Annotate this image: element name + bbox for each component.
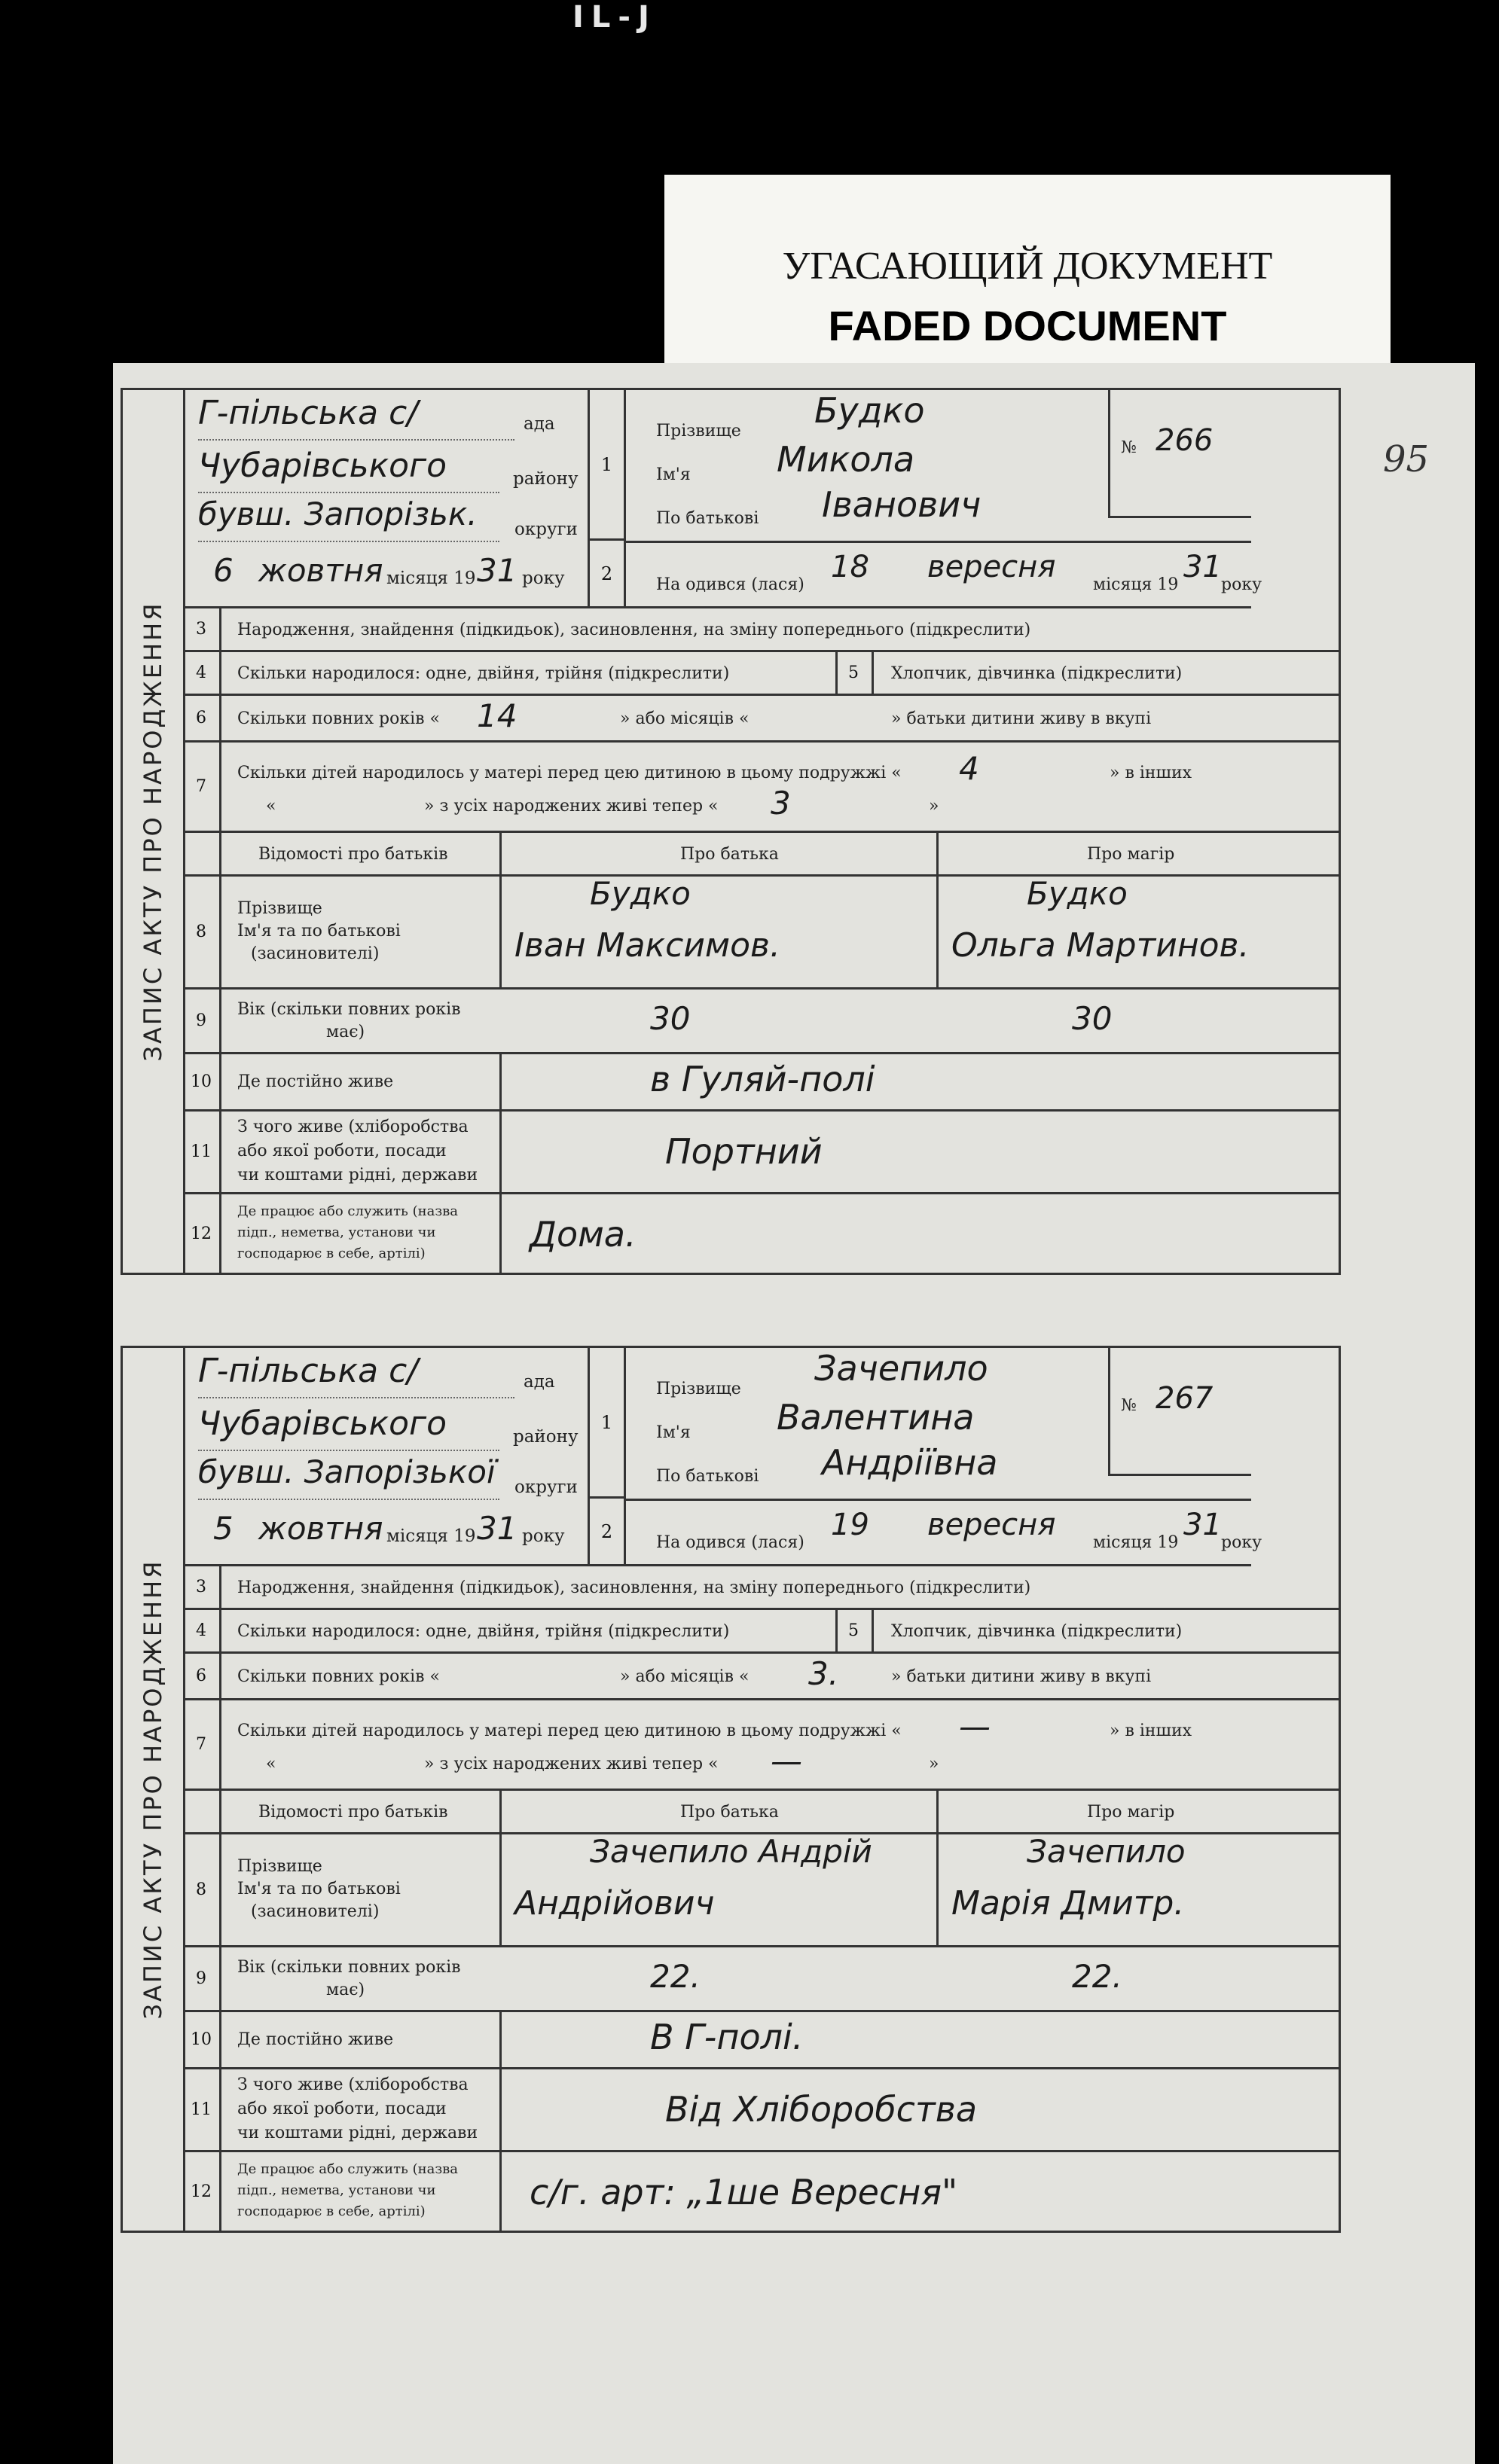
child-surname: Зачепило (814, 1348, 988, 1389)
okrug-suffix: округи (514, 520, 578, 539)
birth-year: 31 (1183, 550, 1222, 584)
row-3: 3 Народження, знайдення (підкидьок), засиновлення, на зміну попереднього (підкреслити) (183, 608, 1339, 652)
row-6-label-c: » батьки дитини живу в вкупі (891, 1667, 1152, 1686)
side-title: ЗАПИС АКТУ ПРО НАРОДЖЕННЯ (123, 1348, 185, 2231)
entry-month: жовтня (258, 552, 383, 589)
row-6-label-c: » батьки дитини живу в вкупі (891, 709, 1152, 728)
row-12-line-2: підп., неметва, установи чи (237, 2182, 436, 2198)
row-6-label-a: Скільки повних років « (237, 709, 440, 728)
row-7-label-c: « (266, 1755, 276, 1773)
archive-mark: IL-J (572, 0, 657, 35)
residence: в Гуляй-полі (650, 1059, 875, 1099)
entry-day: 5 (213, 1510, 234, 1547)
father-header: Про батька (680, 1803, 779, 1822)
rayon-value: Чубарівського (198, 1404, 447, 1443)
child-name: Микола (777, 439, 915, 480)
row-3: 3 Народження, знайдення (підкидьок), засиновлення, на зміну попереднього (підкреслити) (183, 1566, 1339, 1610)
row-7: 7 Скільки дітей народилось у матері перед цею дитиною в цьому подружжі « — » в інших « » з усіх народжених живі тепер « — » (183, 1700, 1339, 1791)
row-5-text: Хлопчик, дівчинка (підкреслити) (891, 1622, 1183, 1641)
patronymic-label: По батькові (656, 509, 759, 528)
rada-value: Г-пільська с/ (198, 394, 419, 432)
misyatsya-label: місяця 19 (386, 1526, 476, 1546)
row-5-text: Хлопчик, дівчинка (підкреслити) (891, 664, 1183, 683)
patronymic-label: По батькові (656, 1467, 759, 1486)
page-number: 95 (1383, 438, 1430, 480)
row-8-line-1: Прізвище (237, 899, 322, 918)
roku-label: року (522, 569, 565, 588)
row-12-line-2: підп., неметва, установи чи (237, 1224, 436, 1240)
birth-day: 19 (831, 1508, 869, 1542)
record-body (183, 390, 1339, 1273)
row-9-line-1: Вік (скільки повних років (237, 1000, 461, 1019)
record-number-box (1108, 1348, 1251, 1476)
birth-month: вересня (927, 550, 1056, 584)
birth-misyatsya-label: місяця 19 (1093, 1533, 1179, 1552)
row-6-label-b: » або місяців « (620, 1667, 750, 1686)
birth-day: 18 (831, 550, 869, 584)
row-8-line-2: Ім'я та по батькові (237, 1880, 401, 1898)
row-9-line-2: має) (326, 1023, 365, 1041)
row-11: 11 З чого живе (хліборобства або якої роботи, посади чи коштами рідні, держави Портний (183, 1112, 1339, 1194)
mother-surname: Будко (1027, 875, 1128, 912)
father-header: Про батька (680, 845, 779, 864)
years-together: 14 (477, 697, 517, 734)
row-11-line-2: або якої роботи, посади (237, 1142, 447, 1160)
row-9-line-1: Вік (скільки повних років (237, 1958, 461, 1977)
birth-misyatsya-label: місяця 19 (1093, 575, 1179, 594)
mother-header: Про магір (1087, 845, 1175, 864)
row-8-line-3: (засиновителі) (251, 944, 380, 963)
father-name: Іван Максимов. (514, 926, 780, 965)
row-10: 10 Де постійно живе в Гуляй-полі (183, 1054, 1339, 1112)
okrug-suffix: округи (514, 1477, 578, 1497)
entry-month: жовтня (258, 1510, 383, 1547)
parents-header: Відомості про батьків (258, 1803, 448, 1822)
row-number-1: 1 (590, 1348, 626, 1499)
mother-age: 22. (1072, 1958, 1122, 1995)
row-6: 6 Скільки повних років « 14 » або місяців « » батьки дитини живу в вкупі (183, 696, 1339, 743)
record-number-box (1108, 390, 1251, 518)
row-8-line-2: Ім'я та по батькові (237, 922, 401, 941)
children-before: 4 (959, 750, 979, 787)
mother-age: 30 (1072, 1000, 1113, 1037)
faded-document-label (664, 175, 1391, 367)
row-12: 12 Де працює або служить (назва підп., неметва, установи чи господарює в себе, артілі) Дома. (183, 1194, 1339, 1273)
row-7-label-b: » в інших (1110, 1721, 1192, 1740)
row-4-5: 4 Скільки народилося: одне, двійня, трійня (підкреслити) 5 Хлопчик, дівчинка (підкреслити) (183, 652, 1339, 696)
father-name: Андрійович (514, 1884, 715, 1923)
row-number-2: 2 (590, 541, 626, 608)
workplace: Дома. (530, 1214, 637, 1255)
birth-record-2 (121, 1346, 1341, 2233)
row-11-line-3: чи коштами рідні, держави (237, 2124, 478, 2142)
entry-year: 31 (477, 552, 517, 589)
entry-day: 6 (213, 552, 234, 589)
record-body (183, 1348, 1339, 2231)
child-patronymic: Іванович (822, 484, 982, 525)
row-7-label-c: « (266, 797, 276, 816)
row-12: 12 Де працює або служить (назва підп., неметва, установи чи господарює в себе, артілі) с/г. арт: „1ше Вересня" (183, 2152, 1339, 2231)
child-surname: Будко (814, 390, 925, 431)
parents-header: Відомості про батьків (258, 845, 448, 864)
rayon-suffix: району (513, 1427, 579, 1447)
mother-header: Про магір (1087, 1803, 1175, 1822)
row-12-line-3: господарює в себе, артілі) (237, 2203, 426, 2219)
rada-value: Г-пільська с/ (198, 1352, 419, 1390)
row-4-5: 4 Скільки народилося: одне, двійня, трійня (підкреслити) 5 Хлопчик, дівчинка (підкреслити) (183, 1610, 1339, 1654)
row-11-line-3: чи коштами рідні, держави (237, 1166, 478, 1185)
row-3-text: Народження, знайдення (підкидьок), засиновлення, на зміну попереднього (підкреслити) (237, 621, 1031, 639)
birth-record-1 (121, 388, 1341, 1275)
child-name: Валентина (777, 1397, 975, 1438)
row-10-text: Де постійно живе (237, 1072, 394, 1091)
occupation: Портний (665, 1131, 823, 1172)
record-number: 267 (1156, 1381, 1214, 1416)
months-together: 3. (808, 1655, 839, 1692)
row-8: 8 Прізвище Ім'я та по батькові (засиновителі) Будко Іван Максимов. Будко Ольга Мартинов. (183, 877, 1339, 990)
mother-name: Ольга Мартинов. (951, 926, 1250, 965)
number-label: № (1121, 1396, 1137, 1415)
rada-suffix: ада (524, 1372, 555, 1392)
row-7-label-e: » (929, 797, 939, 816)
rayon-suffix: району (513, 469, 579, 489)
children-alive: 3 (771, 785, 791, 822)
registry-office-block (183, 390, 590, 608)
parents-header-row (183, 1791, 1339, 1834)
row-6-label-b: » або місяців « (620, 709, 750, 728)
surname-label: Прізвище (656, 422, 741, 441)
row-10-text: Де постійно живе (237, 2030, 394, 2049)
registry-office-block (183, 1348, 590, 1566)
row-7-label-a: Скільки дітей народилось у матері перед цею дитиною в цьому подружжі « (237, 764, 902, 782)
birth-roku-label: року (1221, 1533, 1262, 1552)
misyatsya-label: місяця 19 (386, 569, 476, 588)
father-age: 30 (650, 1000, 691, 1037)
child-names-block (626, 1348, 1262, 1566)
workplace: с/г. арт: „1ше Вересня" (530, 2172, 958, 2212)
row-12-line-1: Де працює або служить (назва (237, 1203, 459, 1219)
row-9: 9 Вік (скільки повних років має) 22. 22. (183, 1947, 1339, 2012)
children-alive: — (771, 1743, 802, 1779)
faded-label-english: FADED DOCUMENT (828, 302, 1227, 349)
rada-suffix: ада (524, 414, 555, 434)
name-label: Ім'я (656, 1423, 691, 1442)
row-12-line-1: Де працює або служить (назва (237, 2161, 459, 2177)
side-title: ЗАПИС АКТУ ПРО НАРОДЖЕННЯ (123, 390, 185, 1273)
faded-label-russian: УГАСАЮЩИЙ ДОКУМЕНТ (782, 245, 1273, 288)
row-6-label-a: Скільки повних років « (237, 1667, 440, 1686)
occupation: Від Хліборобства (665, 2089, 978, 2130)
birth-roku-label: року (1221, 575, 1262, 594)
row-4-text: Скільки народилося: одне, двійня, трійня (підкреслити) (237, 664, 730, 683)
row-10: 10 Де постійно живе В Г-полі. (183, 2012, 1339, 2069)
row-11-line-2: або якої роботи, посади (237, 2100, 447, 2118)
row-7-label-e: » (929, 1755, 939, 1773)
child-patronymic: Андріївна (822, 1442, 998, 1483)
children-before: — (959, 1708, 991, 1745)
row-8-line-1: Прізвище (237, 1857, 322, 1876)
okrug-value: бувш. Запорізьк. (198, 496, 478, 532)
row-11: 11 З чого живе (хліборобства або якої роботи, посади чи коштами рідні, держави Від Хліборобства (183, 2069, 1339, 2152)
row-7-label-d: » з усіх народжених живі тепер « (424, 797, 719, 816)
surname-label: Прізвище (656, 1380, 741, 1398)
father-age: 22. (650, 1958, 701, 1995)
row-number-2: 2 (590, 1499, 626, 1566)
residence: В Г-полі. (650, 2017, 804, 2057)
father-surname: Будко (590, 875, 691, 912)
row-11-line-1: З чого живе (хліборобства (237, 2075, 469, 2094)
row-9: 9 Вік (скільки повних років має) 30 30 (183, 990, 1339, 1054)
name-label: Ім'я (656, 465, 691, 484)
born-label: На одився (лася) (656, 575, 804, 594)
born-label: На одився (лася) (656, 1533, 804, 1552)
father-surname: Зачепило Андрій (590, 1833, 872, 1870)
row-7-label-b: » в інших (1110, 764, 1192, 782)
number-label: № (1121, 438, 1137, 457)
parents-header-row (183, 833, 1339, 877)
record-number: 266 (1156, 423, 1214, 458)
child-names-block (626, 390, 1262, 608)
birth-month: вересня (927, 1508, 1056, 1542)
birth-year: 31 (1183, 1508, 1222, 1542)
row-4-text: Скільки народилося: одне, двійня, трійня (підкреслити) (237, 1622, 730, 1641)
mother-surname: Зачепило (1027, 1833, 1186, 1870)
row-6: 6 Скільки повних років « » або місяців « 3. » батьки дитини живу в вкупі (183, 1654, 1339, 1700)
row-3-text: Народження, знайдення (підкидьок), засиновлення, на зміну попереднього (підкреслити) (237, 1578, 1031, 1597)
okrug-value: бувш. Запорізької (198, 1453, 496, 1490)
row-8-line-3: (засиновителі) (251, 1902, 380, 1921)
entry-year: 31 (477, 1510, 517, 1547)
row-11-line-1: З чого живе (хліборобства (237, 1118, 469, 1136)
row-7-label-a: Скільки дітей народилось у матері перед цею дитиною в цьому подружжі « (237, 1721, 902, 1740)
row-7-label-d: » з усіх народжених живі тепер « (424, 1755, 719, 1773)
rayon-value: Чубарівського (198, 447, 447, 485)
row-9-line-2: має) (326, 1981, 365, 1999)
row-number-1: 1 (590, 390, 626, 541)
roku-label: року (522, 1526, 565, 1546)
row-12-line-3: господарює в себе, артілі) (237, 1246, 426, 1261)
row-8: 8 Прізвище Ім'я та по батькові (засиновителі) Зачепило Андрій Андрійович Зачепило Марія Дмитр. (183, 1834, 1339, 1947)
mother-name: Марія Дмитр. (951, 1884, 1185, 1923)
row-7: 7 Скільки дітей народилось у матері перед цею дитиною в цьому подружжі « 4 » в інших « » з усіх народжених живі тепер « 3 » (183, 743, 1339, 833)
